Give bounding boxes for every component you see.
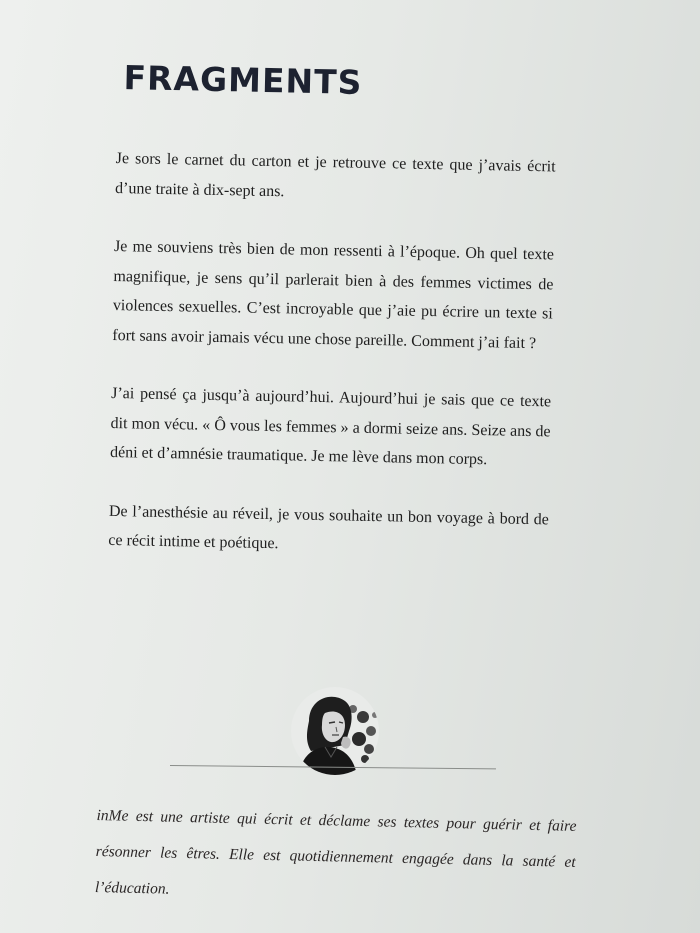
author-bio: inMe est une artiste qui écrit et déclame ses textes pour guérir et faire résonner les êtres. Elle est quotidiennement engagée dans la santé et l’éducation. [94,806,577,898]
portrait-illustration [291,687,379,775]
paragraph-1: Je sors le carnet du carton et je retrouve ce texte que j’avais écrit d’une traite à dix-sept ans. [114,149,556,200]
body-text [108,144,556,593]
paragraph-2: Je me souviens très bien de mon ressenti à l’époque. Oh quel texte magnifique, je sens qu’il parlerait bien à des femmes victimes de violences sexuelles. C’est incroyable que j’aie pu écrire un texte si fort sans avoir jamais vécu une chose pareille. Comment j’ai fait ? [112,237,555,352]
paragraph-3: J’ai pensé ça jusqu’à aujourd’hui. Aujourd’hui je sais que ce texte dit mon vécu. « Ô vous les femmes » a dormi seize ans. Seize ans de déni et d’amnésie traumatique. Je me lève dans mon corps. [109,384,552,469]
page-title: FRAGMENTS [123,58,363,102]
paragraph-4: De l’anesthésie au réveil, je vous souhaite un bon voyage à bord de ce récit intime et poétique. [108,502,550,553]
author-portrait-icon [291,687,379,775]
